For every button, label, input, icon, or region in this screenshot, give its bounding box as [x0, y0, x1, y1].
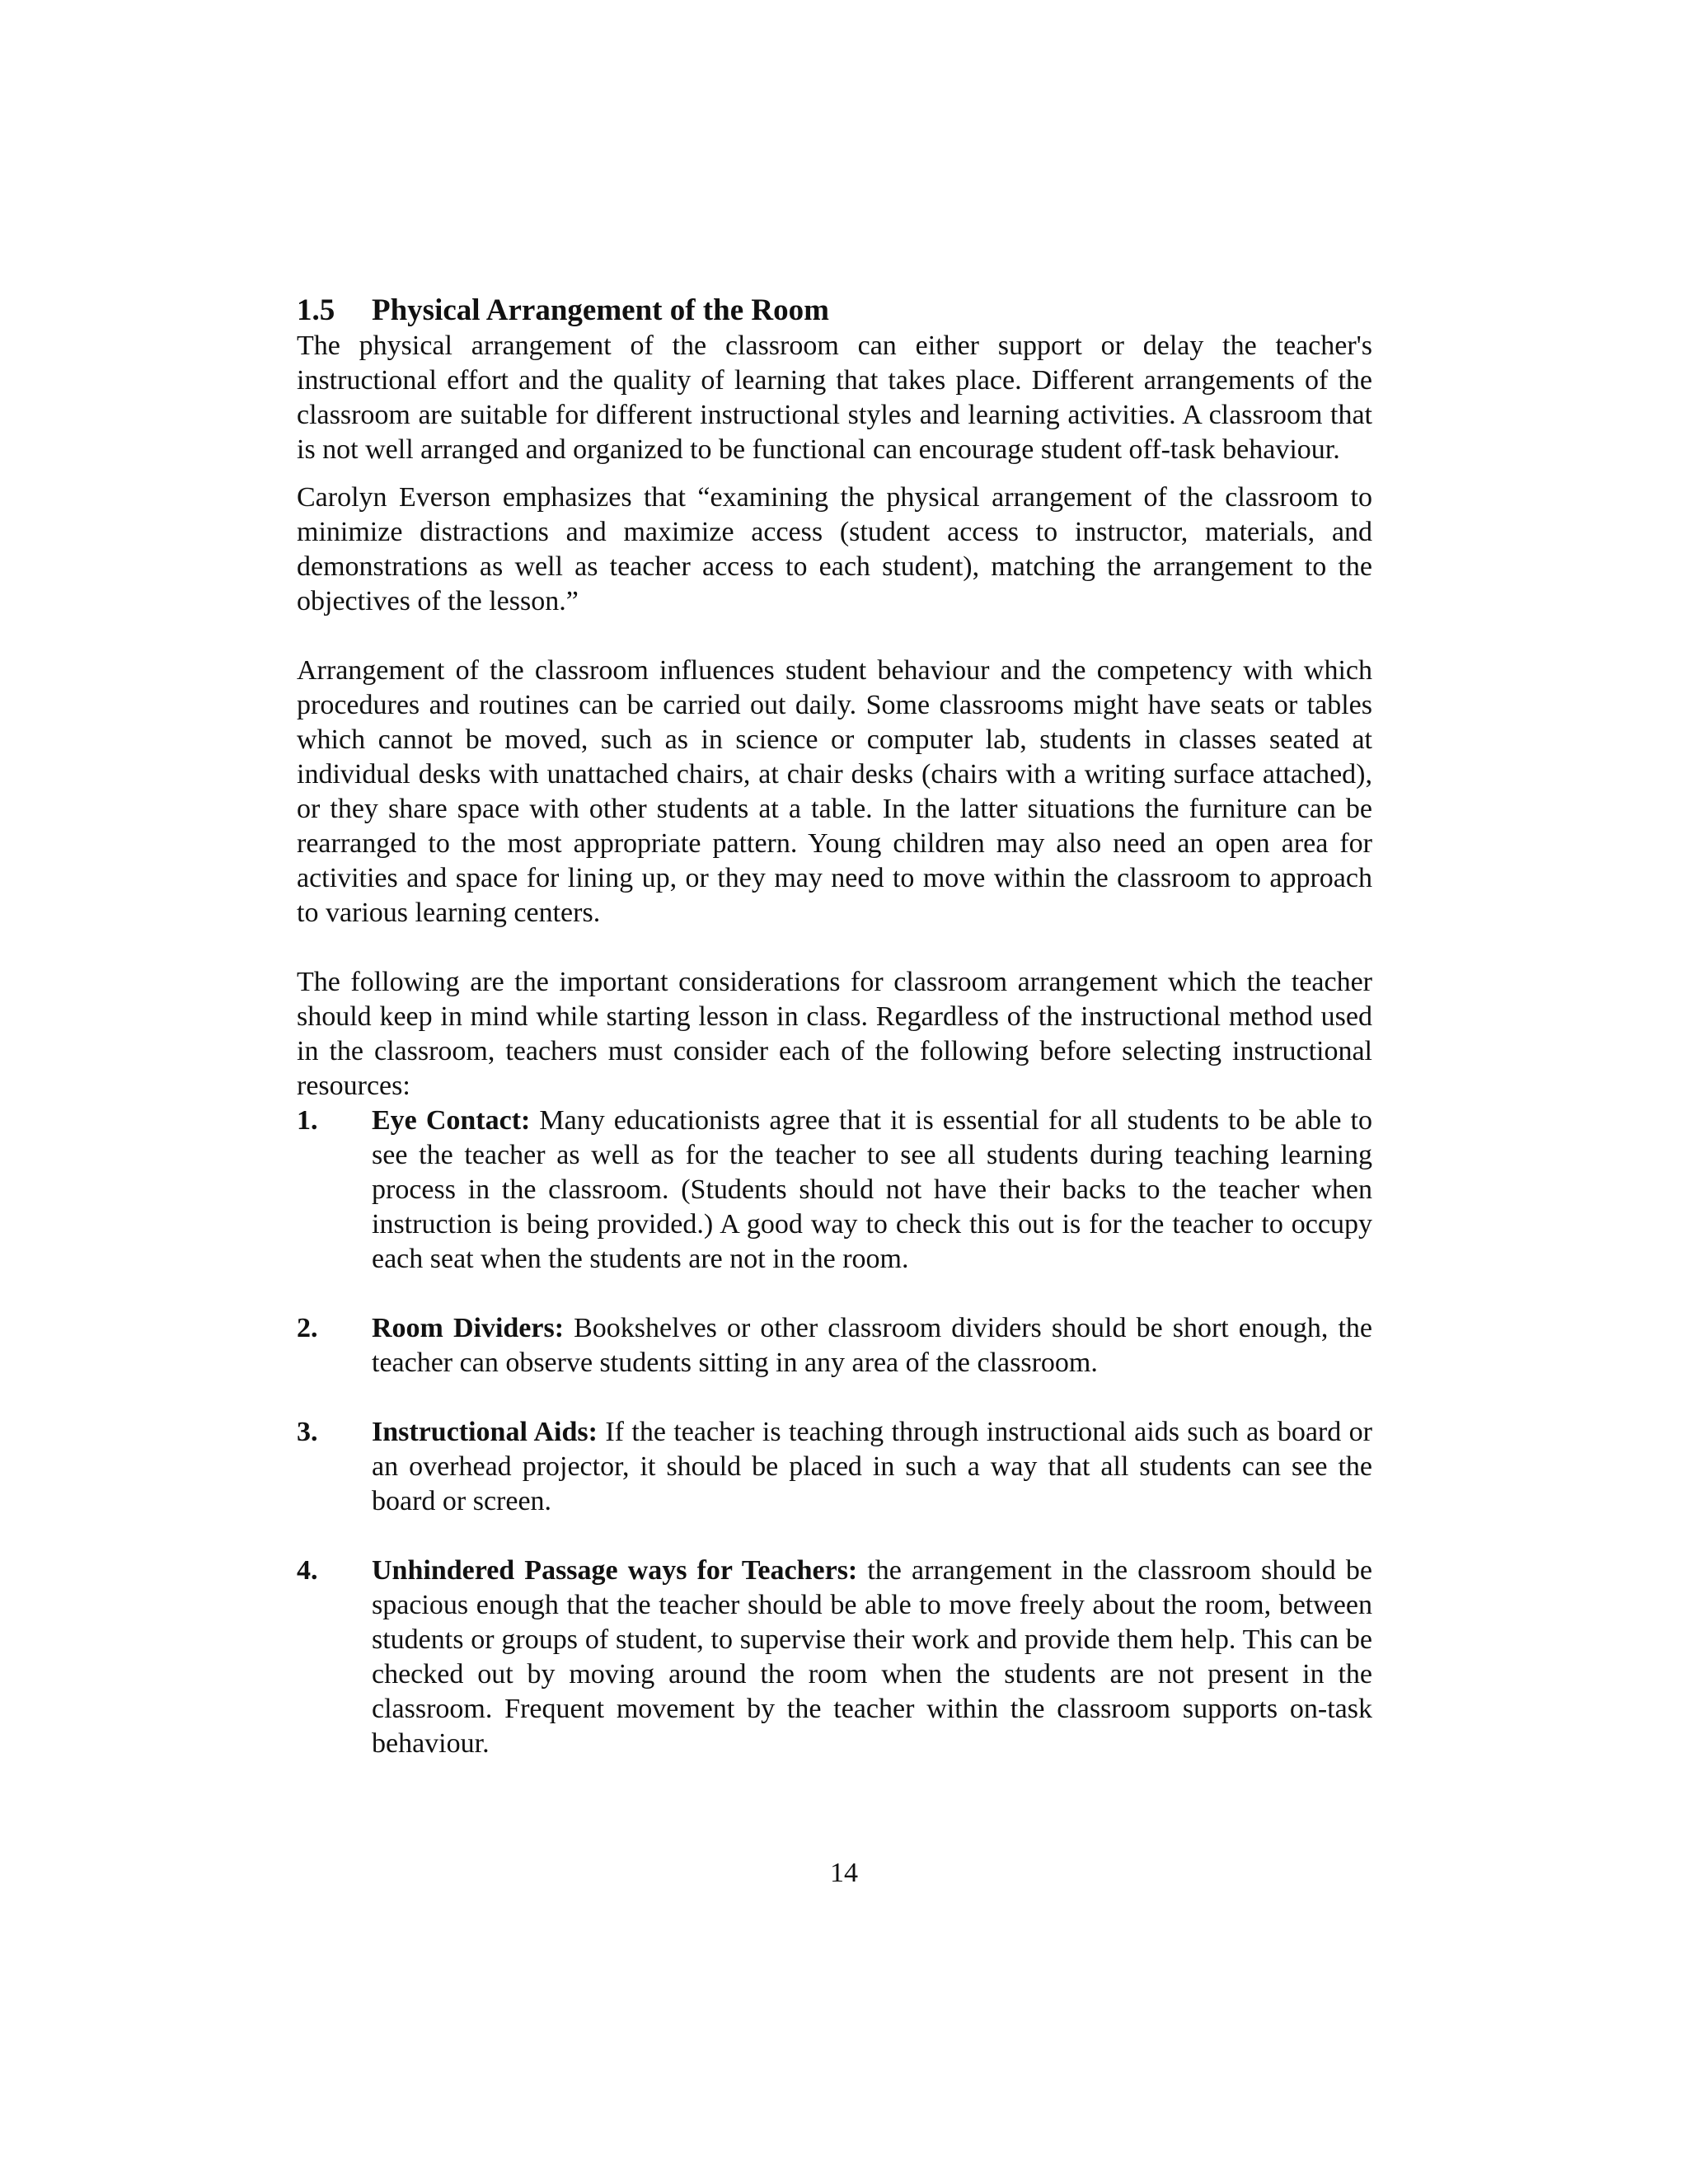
list-item — [297, 1415, 1372, 1519]
list-item — [297, 1311, 1372, 1380]
list-item-term: Room Dividers: — [372, 1313, 565, 1343]
list-item-number: 3. — [297, 1417, 318, 1447]
list-item — [297, 1104, 1372, 1277]
section-title: Physical Arrangement of the Room — [372, 293, 829, 327]
paragraph-arrangement-influence: Arrangement of the classroom influences student behaviour and the competency with which procedures and routines can be carried out daily. Some classrooms might have seats or tables which cannot be moved, such as in science or computer lab, students in classes seated at individual desks with unattached chairs, at chair desks (chairs with a writing surface attached), or they share space with other students at a table. In the latter situations the furniture can be rearranged to the most appropriate pattern. Young children may also need an open area for activities and space for lining up, or they may need to move within the classroom to approach to various learning centers. — [297, 655, 1372, 928]
list-item-number: 2. — [297, 1313, 318, 1343]
list-item-term: Instructional Aids: — [372, 1417, 598, 1447]
list-item-text: Many educationists agree that it is essential for all students to be able to see the teacher as well as for the teacher to see all students during teaching learning process in the classroom. (Students should not have their backs to the teacher when instruction is being provided.) A good way to check this out is for the teacher to occupy each seat when the students are not in the room. — [372, 1105, 1372, 1274]
section-heading — [297, 293, 1372, 329]
list-item — [297, 1554, 1372, 1761]
paragraph-considerations-intro: The following are the important considerations for classroom arrangement which the teacher should keep in mind while starting lesson in class. Regardless of the instructional method used in the classroom, teachers must consider each of the following before selecting instructional resources: — [297, 967, 1372, 1101]
list-item-text: the arrangement in the classroom should be spacious enough that the teacher should be able to move freely about the room, between students or groups of student, to supervise their work and provide them help. This can be checked out by moving around the room when the students are not present in the classroom. Frequent movement by the teacher within the classroom supports on-task behaviour. — [372, 1555, 1372, 1759]
page-number: 14 — [830, 1858, 858, 1888]
paragraph-intro: The physical arrangement of the classroom can either support or delay the teacher's instructional effort and the quality of learning that takes place. Different arrangements of the classroom are suitable for different instructional styles and learning activities. A classroom that is not well arranged and organized to be functional can encourage student off-task behaviour. — [297, 330, 1372, 465]
paragraph-everson-quote: Carolyn Everson emphasizes that “examining the physical arrangement of the classroom to minimize distractions and maximize access (student access to instructor, materials, and demonstrations as well as teacher access to each student), matching the arrangement to the objectives of the lesson.” — [297, 482, 1372, 616]
page-content — [297, 293, 1372, 1761]
list-item-text: Bookshelves or other classroom dividers should be short enough, the teacher can observe students sitting in any area of the classroom. — [372, 1313, 1373, 1378]
list-item-term: Eye Contact: — [372, 1105, 531, 1136]
list-item-number: 4. — [297, 1555, 318, 1586]
section-number: 1.5 — [297, 293, 335, 327]
considerations-list — [297, 1104, 1372, 1761]
list-item-term: Unhindered Passage ways for Teachers: — [372, 1555, 858, 1586]
list-item-number: 1. — [297, 1105, 318, 1136]
list-item-text: If the teacher is teaching through instructional aids such as board or an overhead projector, it should be placed in such a way that all students can see the board or screen. — [372, 1417, 1372, 1516]
